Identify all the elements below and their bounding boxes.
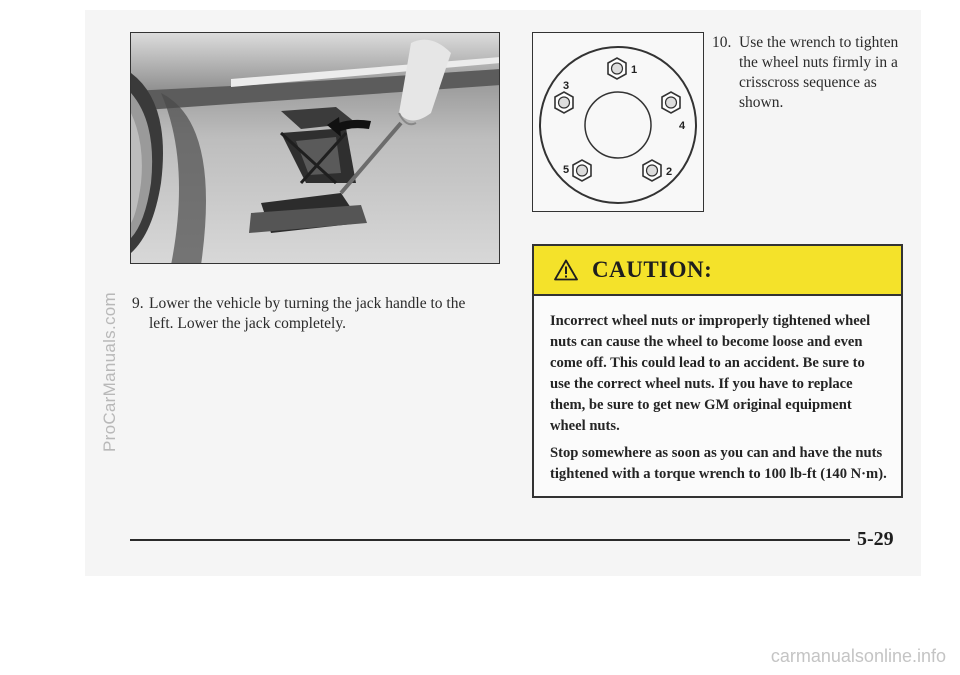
caution-paragraph: Stop somewhere as soon as you can and have the nuts tightened with a torque wrench to 100 lb-ft (140 N·m). [550,445,887,482]
lug-nut-icon-3 [555,92,573,113]
caution-header [534,246,901,296]
step-10 [712,33,912,113]
nut-label-3: 3 [563,80,570,92]
jack-photo [130,32,500,264]
jack-illustration [131,33,500,264]
nut-label-4: 4 [679,120,686,132]
lug-nut-icon-2 [643,160,661,181]
caution-box [532,244,903,498]
step-number: 10. [712,34,732,51]
wheel-nut-diagram [532,32,704,212]
lug-pattern-illustration [533,33,703,211]
bottom-watermark: carmanualsonline.info [770,646,946,666]
step-number: 9. [132,295,144,312]
lug-nut-icon-5 [573,160,591,181]
nut-label-1: 1 [631,64,638,76]
step-text: Lower the vehicle by turning the jack handle to the left. Lower the jack completely. [149,295,466,332]
lug-nut-icon-4 [662,92,680,113]
nut-label-5: 5 [563,164,570,176]
lug-nut-icon-1 [608,58,626,79]
side-watermark: ProCarManuals.com [100,291,119,453]
nut-label-2: 2 [666,166,673,178]
step-9 [132,294,492,334]
caution-paragraph: Incorrect wheel nuts or improperly tightened wheel nuts can cause the wheel to become loose and even come off. This could lead to an accident. Be sure to use the correct wheel nuts. If you have to replace them, be sure to get new GM original equipment wheel nuts. [550,313,871,434]
step-text: Use the wrench to tighten the wheel nuts firmly in a crisscross sequence as shown. [739,34,899,111]
footer-rule [130,539,850,541]
page-number: 5-29 [857,528,894,550]
caution-body [534,296,901,485]
warning-triangle-icon [554,259,578,281]
caution-title: CAUTION: [592,257,713,282]
